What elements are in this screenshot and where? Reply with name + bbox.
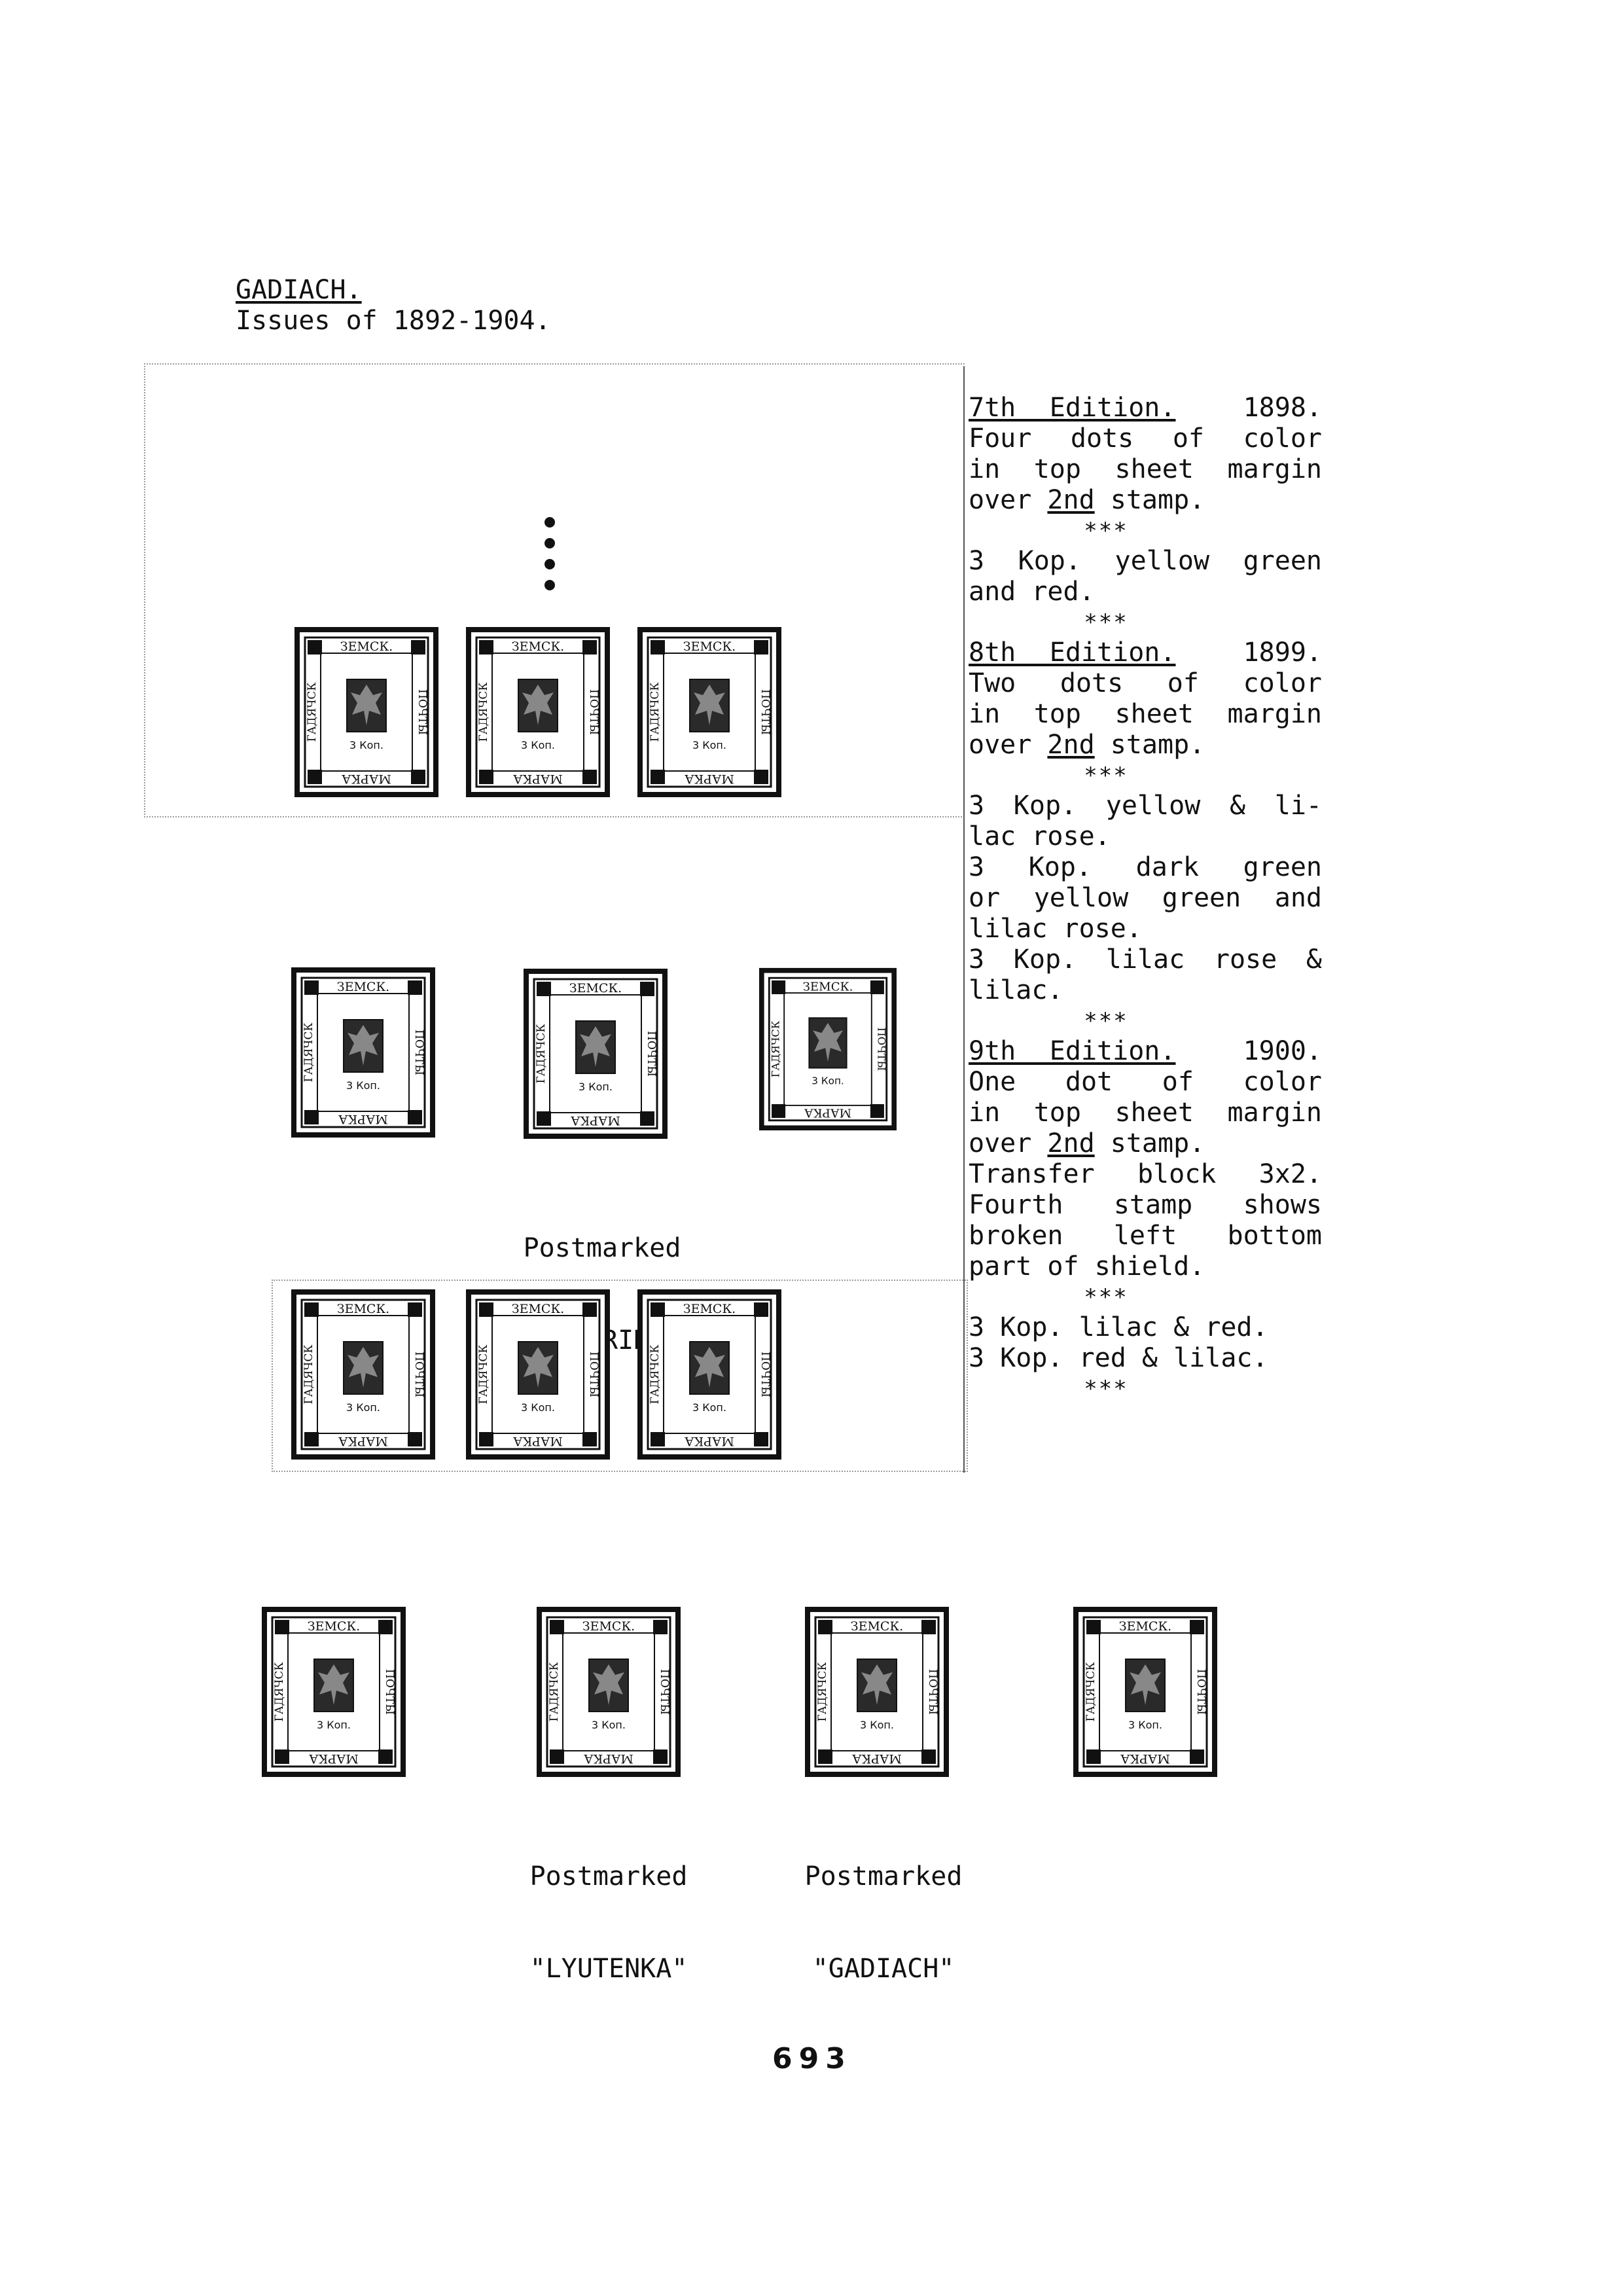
ed8-variety: 3 Kop. yellow & li-: [969, 791, 1322, 821]
stamp-bottom-1: [262, 1607, 406, 1777]
stamp-bottom-4: [1073, 1607, 1217, 1777]
svg-text:МАРКА: МАРКА: [571, 1113, 620, 1128]
svg-text:ГАДЯЧСК: ГАДЯЧСК: [816, 1662, 829, 1722]
svg-text:3 Коп.: 3 Коп.: [592, 1719, 626, 1731]
svg-text:МАРКА: МАРКА: [685, 1434, 734, 1448]
stamp-single-3: [759, 967, 897, 1131]
ed9-heading-line: 9th Edition. 1900.: [969, 1036, 1323, 1066]
ed8-variety: lilac rose.: [969, 914, 1142, 944]
stamp-gadiach: [805, 1607, 949, 1777]
svg-text:ГАДЯЧСК: ГАДЯЧСК: [306, 682, 319, 742]
svg-text:ЗЕМСК.: ЗЕМСК.: [569, 981, 622, 996]
svg-text:ЗЕМСК.: ЗЕМСК.: [511, 1302, 565, 1316]
separator-stars: ***: [1084, 609, 1128, 636]
stamp-7th-3: [637, 627, 781, 797]
ed8-variety: lilac.: [969, 975, 1063, 1005]
separator-stars: ***: [1084, 1284, 1128, 1310]
svg-text:ПОЧТЫ: ПОЧТЫ: [645, 1031, 658, 1077]
svg-text:ГАДЯЧСК: ГАДЯЧСК: [302, 1344, 315, 1405]
ed9-line: part of shield.: [969, 1251, 1205, 1282]
svg-text:3 Коп.: 3 Коп.: [346, 1401, 380, 1414]
caption-lyutenka: Postmarked "LYUTENKA": [529, 1861, 688, 1984]
ed9-line: Transfer block 3x2.: [969, 1159, 1322, 1189]
svg-text:ЗЕМСК.: ЗЕМСК.: [511, 639, 565, 654]
ed8-line: Two dots of color: [969, 668, 1322, 698]
svg-text:МАРКА: МАРКА: [685, 772, 734, 786]
svg-text:3 Коп.: 3 Коп.: [349, 739, 383, 751]
separator-stars: ***: [1084, 762, 1128, 789]
svg-text:3 Коп.: 3 Коп.: [579, 1081, 613, 1093]
svg-text:ЗЕМСК.: ЗЕМСК.: [336, 1302, 390, 1316]
svg-text:ПОЧТЫ: ПОЧТЫ: [587, 1352, 600, 1397]
svg-text:МАРКА: МАРКА: [852, 1751, 902, 1766]
ed7-line: in top sheet margin: [969, 454, 1322, 484]
ed8-variety: or yellow green and: [969, 883, 1322, 913]
svg-text:3 Коп.: 3 Коп.: [692, 1401, 726, 1414]
margin-dot: [544, 538, 555, 548]
svg-text:ПОЧТЫ: ПОЧТЫ: [412, 1352, 425, 1397]
svg-text:3 Коп.: 3 Коп.: [1128, 1719, 1162, 1731]
svg-text:МАРКА: МАРКА: [1120, 1751, 1170, 1766]
margin-dot: [544, 517, 555, 528]
separator-stars: ***: [1084, 518, 1128, 544]
ed8-line: in top sheet margin: [969, 699, 1322, 729]
svg-text:3 Коп.: 3 Коп.: [317, 1719, 351, 1731]
svg-text:МАРКА: МАРКА: [804, 1105, 852, 1120]
svg-text:ПОЧТЫ: ПОЧТЫ: [875, 1027, 888, 1071]
svg-text:ГАДЯЧСК: ГАДЯЧСК: [769, 1020, 782, 1078]
svg-text:ПОЧТЫ: ПОЧТЫ: [383, 1669, 396, 1715]
svg-text:ПОЧТЫ: ПОЧТЫ: [926, 1669, 939, 1715]
svg-text:МАРКА: МАРКА: [338, 1112, 388, 1126]
column-divider: [963, 367, 965, 1473]
stamp-9th-2: [466, 1289, 610, 1460]
svg-text:ЗЕМСК.: ЗЕМСК.: [683, 639, 736, 654]
caption-gadiach: Postmarked "GADIACH": [804, 1861, 963, 1984]
ed7-heading-line: 7th Edition. 1898.: [969, 393, 1323, 423]
stamp-veprik: [524, 969, 668, 1139]
svg-text:МАРКА: МАРКА: [309, 1751, 359, 1766]
ed9-line: Fourth stamp shows: [969, 1190, 1322, 1220]
svg-text:ЗЕМСК.: ЗЕМСК.: [802, 980, 853, 994]
svg-text:ГАДЯЧСК: ГАДЯЧСК: [1084, 1662, 1097, 1722]
svg-text:3 Коп.: 3 Коп.: [521, 1401, 555, 1414]
ed7-line: Four dots of color: [969, 423, 1322, 454]
svg-text:ЗЕМСК.: ЗЕМСК.: [582, 1619, 635, 1634]
svg-text:ЗЕМСК.: ЗЕМСК.: [683, 1302, 736, 1316]
svg-text:ПОЧТЫ: ПОЧТЫ: [758, 1352, 772, 1397]
ed8-heading-line: 8th Edition. 1899.: [969, 637, 1323, 668]
ed9-line: broken left bottom: [969, 1221, 1322, 1251]
separator-stars: ***: [1084, 1376, 1128, 1402]
svg-text:МАРКА: МАРКА: [584, 1751, 633, 1766]
stamp-lyutenka: [537, 1607, 681, 1777]
svg-text:ГАДЯЧСК: ГАДЯЧСК: [649, 1344, 662, 1405]
svg-text:ПОЧТЫ: ПОЧТЫ: [1194, 1669, 1207, 1715]
svg-text:ГАДЯЧСК: ГАДЯЧСК: [273, 1662, 286, 1722]
svg-text:ГАДЯЧСК: ГАДЯЧСК: [548, 1662, 561, 1722]
svg-text:ГАДЯЧСК: ГАДЯЧСК: [477, 682, 490, 742]
ed8-variety: 3 Kop. lilac rose &: [969, 944, 1322, 975]
ed8-variety: lac rose.: [969, 821, 1111, 852]
svg-text:3 Коп.: 3 Коп.: [692, 739, 726, 751]
svg-text:3 Коп.: 3 Коп.: [346, 1079, 380, 1092]
svg-text:ПОЧТЫ: ПОЧТЫ: [587, 689, 600, 735]
svg-text:ПОЧТЫ: ПОЧТЫ: [758, 689, 772, 735]
page-subtitle: Issues of 1892-1904.: [236, 306, 551, 336]
stamp-7th-1: [294, 627, 438, 797]
stamp-9th-3: [637, 1289, 781, 1460]
svg-text:ПОЧТЫ: ПОЧТЫ: [658, 1669, 671, 1715]
page-number: 693: [772, 2042, 852, 2075]
svg-text:3 Коп.: 3 Коп.: [860, 1719, 894, 1731]
svg-text:ГАДЯЧСК: ГАДЯЧСК: [302, 1022, 315, 1083]
svg-text:МАРКА: МАРКА: [338, 1434, 388, 1448]
margin-dot: [544, 580, 555, 590]
svg-text:3 Коп.: 3 Коп.: [812, 1075, 844, 1087]
svg-text:ГАДЯЧСК: ГАДЯЧСК: [477, 1344, 490, 1405]
svg-text:ГАДЯЧСК: ГАДЯЧСК: [535, 1024, 548, 1084]
stamp-9th-1: [291, 1289, 435, 1460]
ed9-variety: 3 Kop. lilac & red.: [969, 1312, 1268, 1342]
caption-veprik: Postmarked: [523, 1233, 681, 1263]
svg-text:ПОЧТЫ: ПОЧТЫ: [416, 689, 429, 735]
svg-text:ЗЕМСК.: ЗЕМСК.: [1118, 1619, 1172, 1634]
margin-dot: [544, 559, 555, 569]
ed7-variety: 3 Kop. yellow green: [969, 546, 1322, 576]
ed8-over-line: over 2nd stamp.: [969, 730, 1205, 760]
stamp-7th-2: [466, 627, 610, 797]
svg-text:ГАДЯЧСК: ГАДЯЧСК: [649, 682, 662, 742]
ed9-line: One dot of color: [969, 1067, 1322, 1097]
svg-text:ЗЕМСК.: ЗЕМСК.: [340, 639, 393, 654]
ed9-over-line: over 2nd stamp.: [969, 1128, 1205, 1158]
svg-text:ПОЧТЫ: ПОЧТЫ: [412, 1030, 425, 1075]
ed9-line: in top sheet margin: [969, 1098, 1322, 1128]
separator-stars: ***: [1084, 1008, 1128, 1034]
svg-text:МАРКА: МАРКА: [342, 772, 391, 786]
ed7-variety: and red.: [969, 577, 1095, 607]
svg-text:3 Коп.: 3 Коп.: [521, 739, 555, 751]
edition-notes: [969, 393, 1322, 1404]
svg-text:МАРКА: МАРКА: [513, 772, 563, 786]
page-header: [236, 275, 551, 336]
svg-text:ЗЕМСК.: ЗЕМСК.: [307, 1619, 361, 1634]
ed9-variety: 3 Kop. red & lilac.: [969, 1343, 1268, 1373]
stamp-single-1: [291, 967, 435, 1138]
svg-text:МАРКА: МАРКА: [513, 1434, 563, 1448]
page-title: GADIACH.: [236, 275, 362, 305]
ed7-over-line: over 2nd stamp.: [969, 485, 1205, 515]
ed8-variety: 3 Kop. dark green: [969, 852, 1322, 882]
svg-text:ЗЕМСК.: ЗЕМСК.: [850, 1619, 904, 1634]
svg-text:ЗЕМСК.: ЗЕМСК.: [336, 980, 390, 994]
